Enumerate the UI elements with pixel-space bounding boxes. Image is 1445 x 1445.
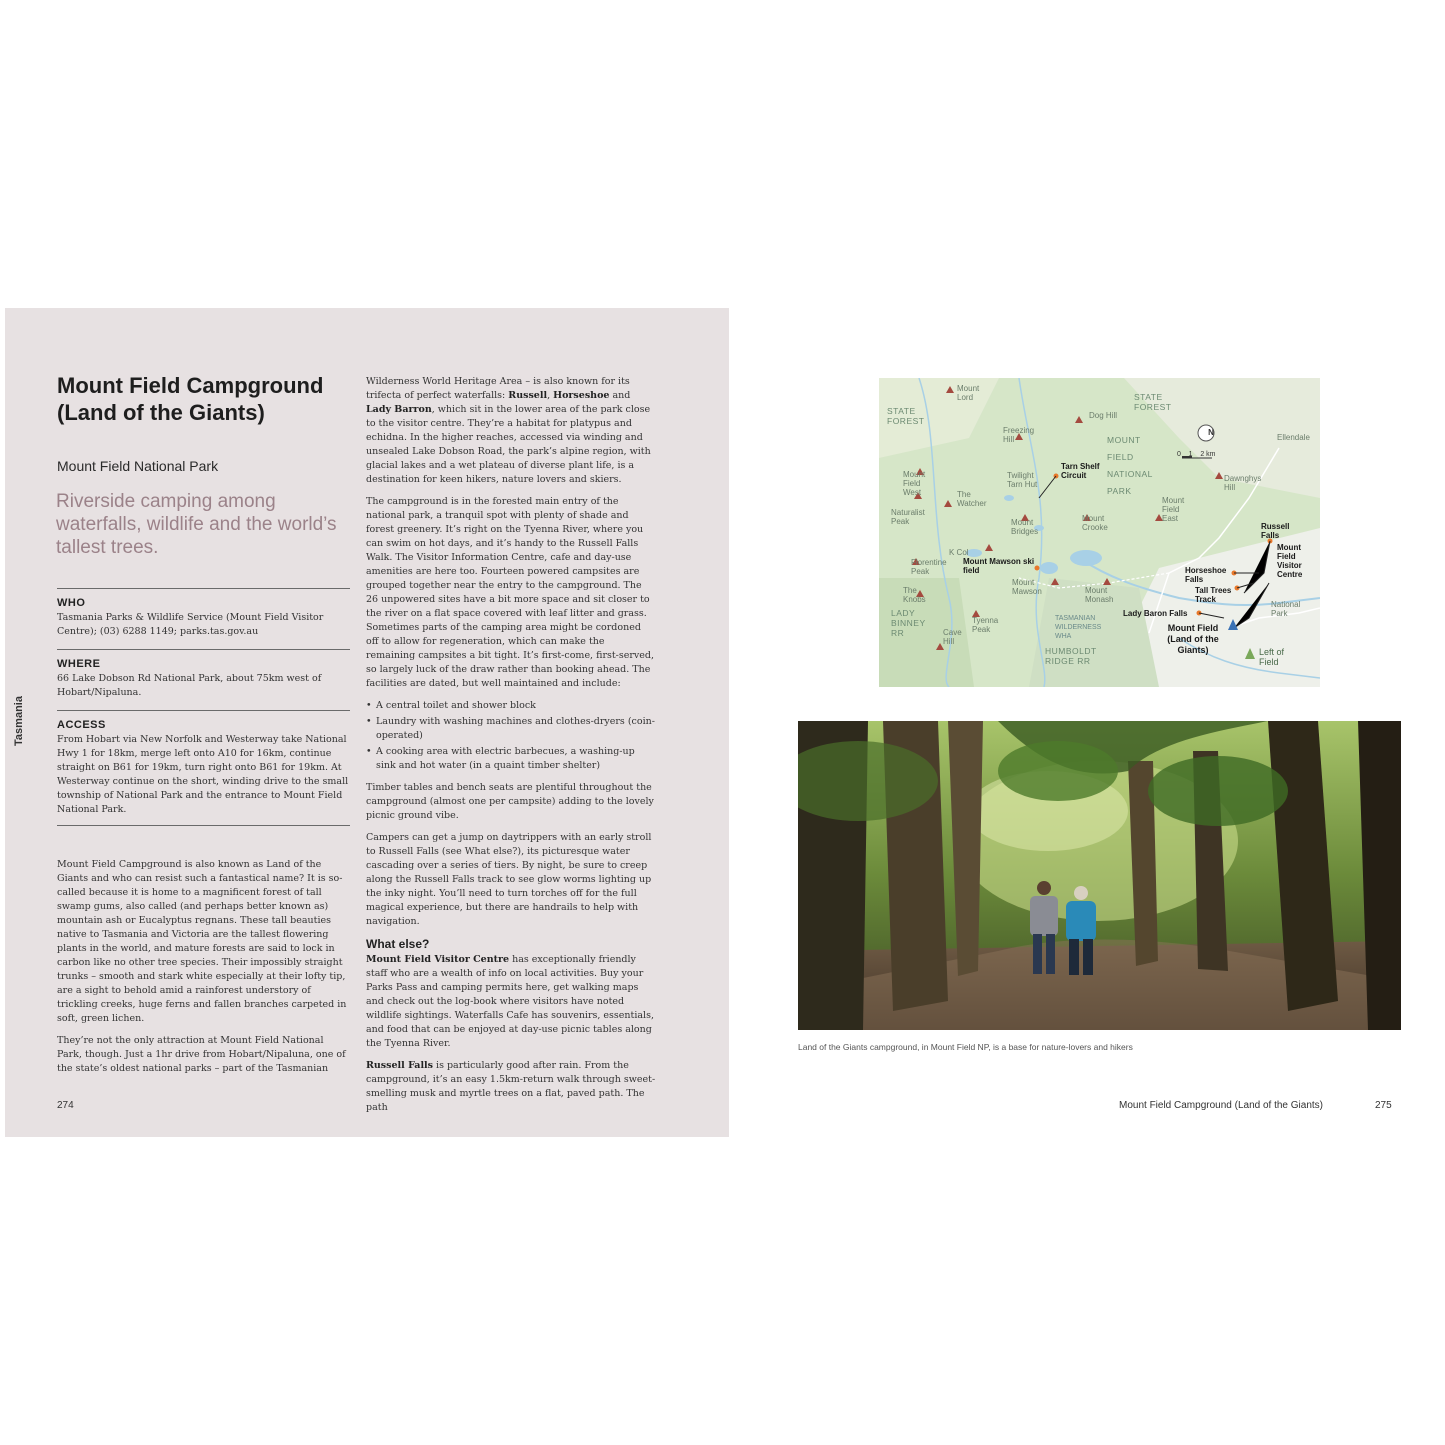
access-heading: ACCESS bbox=[57, 719, 106, 731]
body-column-2 bbox=[366, 375, 656, 1123]
map-label: Mount Lord bbox=[957, 384, 980, 402]
page-title: Mount Field Campground (Land of the Giants) bbox=[57, 373, 324, 425]
map-label: National Park bbox=[1271, 600, 1301, 618]
map-label: Dawnghys Hill bbox=[1224, 474, 1262, 492]
paragraph: The campground is in the forested main entry of the national park, a tranquil spot with plenty of shade and forest greenery. It’s right on the Tyenna River, where you can swim on hot days, and it’s handy to the Russell Falls Walk. The Visitor Information Centre, cafe and day-use amenities are here too. Fourteen powered campsites are grouped together near the entry to the campground. The 26 unpowered sites have a bit more space and sit closer to the river on a flat space covered with leaf litter and grass. Sometimes parts of the camping area might be cordoned off to allow for regeneration, which can make the remaining campsites a bit tight. It’s first-come, first-served, so largely luck of the draw rather than booking ahead. The facilities are dated, but well maintained and include: bbox=[366, 496, 655, 689]
map-label: Horseshoe Falls bbox=[1185, 566, 1227, 584]
photo-caption: Land of the Giants campground, in Mount Field NP, is a base for nature-lovers and hikers bbox=[798, 1042, 1133, 1052]
page-subtitle: Mount Field National Park bbox=[57, 458, 219, 474]
paragraph: Campers can get a jump on daytrippers with an early stroll to Russell Falls (see What else?), its picturesque water cascading over a series of tiers. By night, be sure to creep along the Russell Falls track to see glow worms lighting up the inky night. You’ll need to turn torches off for the full magical experience, but there are handrails to help with navigation. bbox=[366, 832, 652, 927]
map-label: Tyenna Peak bbox=[972, 616, 999, 634]
map-label: MOUNT FIELD NATIONAL PARK bbox=[1107, 435, 1153, 496]
map-label: Ellendale bbox=[1277, 433, 1310, 442]
info-who bbox=[57, 588, 350, 639]
map-label: Mount Field West bbox=[903, 470, 926, 497]
tagline: Riverside camping among waterfalls, wildlife and the world’s tallest trees. bbox=[56, 491, 337, 558]
access-text: From Hobart via New Norfolk and Westerway take National Hwy 1 for 18km, merge left onto A10 for 16km, continue straight on B61 for 19km, turn right onto B61 for 19km. At Westerway continue on the short, winding drive to the small township of National Park and the entrance to Mount Field National Park. bbox=[57, 734, 349, 815]
map-label: Left of Field bbox=[1259, 647, 1285, 667]
paragraph: Russell Falls is particularly good after rain. From the campground, it’s an easy 1.5km-return walk through sweet-smelling musk and myrtle trees on a flat, paved path. The path bbox=[366, 1060, 656, 1113]
paragraph: Timber tables and bench seats are plentiful throughout the campground (almost one per campsite) adding to the lovely picnic ground vibe. bbox=[366, 782, 654, 821]
paragraph: Mount Field Campground is also known as Land of the Giants and who can resist such a fantastical name? It is so-called because it is home to a magnificent forest of tall swamp gums, also called (and perhaps better known as) mountain ash or Eucalyptus regnans. These tall beauties native to Tasmania and Victoria are the tallest flowering plants in the world, and mature forests are said to lock in carbon like no other tree species. Their impossibly straight trunks – smooth and stark white especially at their lofty tip, are a sight to behold amid a rainforest understory of trickling creeks, huge ferns and fallen branches carpeted in soft, green lichen. bbox=[57, 859, 347, 1024]
paragraph: Mount Field Visitor Centre has exceptionally friendly staff who are a wealth of info on local activities. Buy your Parks Pass and camping permits here, get walking maps and check out the log-book where visitors have noted wildlife sightings. Waterfalls Cafe has souvenirs, essentials, and food that can be enjoyed at day-use picnic tables along the Tyenna River. bbox=[366, 954, 654, 1049]
where-heading: WHERE bbox=[57, 658, 101, 670]
map-label: Mount Crooke bbox=[1082, 514, 1108, 532]
map-label: Freezing Hill bbox=[1003, 426, 1035, 444]
map-label: The Watcher bbox=[957, 490, 987, 508]
map-label: K Col bbox=[949, 548, 969, 557]
page-number-right: 275 bbox=[1375, 1100, 1392, 1111]
page-number-left: 274 bbox=[57, 1100, 74, 1111]
map-label: Dog Hill bbox=[1089, 411, 1118, 420]
compass-icon: N bbox=[1208, 428, 1214, 437]
map-label: The Knobs bbox=[903, 586, 926, 604]
who-text: Tasmania Parks & Wildlife Service (Mount Field Visitor Centre); (03) 6288 1149; parks.tas.gov.au bbox=[57, 612, 324, 637]
map-label: Mount Bridges bbox=[1011, 518, 1039, 536]
map-label: Naturalist Peak bbox=[891, 508, 925, 526]
map-label: HUMBOLDT RIDGE RR bbox=[1045, 646, 1097, 666]
where-text: 66 Lake Dobson Rd National Park, about 75km west of Hobart/Nipaluna. bbox=[57, 673, 322, 698]
list-item: • Laundry with washing machines and clothes-dryers (coin-operated) bbox=[376, 715, 656, 743]
facilities-list bbox=[366, 699, 656, 773]
map-label: Mount Field Visitor Centre bbox=[1277, 543, 1303, 579]
campground-map-label: Mount Field (Land of the Giants) bbox=[1167, 623, 1219, 655]
map-label: TASMANIAN WILDERNESS WHA bbox=[1055, 615, 1102, 640]
map-label: LADY BINNEY RR bbox=[891, 608, 926, 638]
what-else-heading: What else? bbox=[366, 937, 430, 951]
map-label: STATE FOREST bbox=[1134, 392, 1172, 412]
info-access bbox=[57, 710, 350, 834]
paragraph: They’re not the only attraction at Mount Field National Park, though. Just a 1hr drive from Hobart/Nipaluna, one of the state’s oldest national parks – part of the Tasmanian bbox=[57, 1035, 346, 1074]
running-footer: Mount Field Campground (Land of the Giants) bbox=[1119, 1100, 1323, 1111]
map-label: Twilight Tarn Hut bbox=[1007, 471, 1038, 489]
paragraph: Wilderness World Heritage Area – is also known for its trifecta of perfect waterfalls: Russell, Horseshoe and Lady Barron, which sit in the lower area of the park close to the visitor centre. They’re a habitat for platypus and echidna. In the higher reaches, accessed via winding and unsealed Lake Dobson Road, the park’s alpine region, with glacial lakes and a wet plateau of diverse plant life, is a destination for keen hikers, nature lovers and skiers. bbox=[366, 376, 651, 485]
map-label: Cave Hill bbox=[943, 628, 962, 646]
map-label: Mount Monash bbox=[1085, 586, 1114, 604]
map-label: Russell Falls bbox=[1261, 522, 1290, 540]
map-label: Tarn Shelf Circuit bbox=[1061, 462, 1100, 480]
park-map bbox=[879, 378, 1320, 687]
forest-photo-image bbox=[798, 721, 1401, 1030]
map-label: Florentine Peak bbox=[911, 558, 947, 576]
body-column-1 bbox=[57, 858, 350, 1084]
map-label: STATE FOREST bbox=[887, 406, 925, 426]
map-scale: 0 1 2 km bbox=[1177, 451, 1216, 458]
map-label: Mount Mawson ski field bbox=[963, 557, 1035, 575]
forest-photo bbox=[798, 721, 1401, 1030]
map-label: Mount Field East bbox=[1162, 496, 1185, 523]
who-heading: WHO bbox=[57, 597, 86, 609]
map-label: Mount Mawson bbox=[1012, 578, 1042, 596]
section-tab: Tasmania bbox=[12, 696, 25, 746]
map-label: Lady Baron Falls bbox=[1123, 609, 1188, 618]
list-item: • A central toilet and shower block bbox=[376, 699, 656, 713]
list-item: • A cooking area with electric barbecues, a washing-up sink and hot water (in a quaint timber shelter) bbox=[376, 745, 656, 773]
info-where bbox=[57, 649, 350, 700]
map-label: Tall Trees Track bbox=[1195, 586, 1232, 604]
